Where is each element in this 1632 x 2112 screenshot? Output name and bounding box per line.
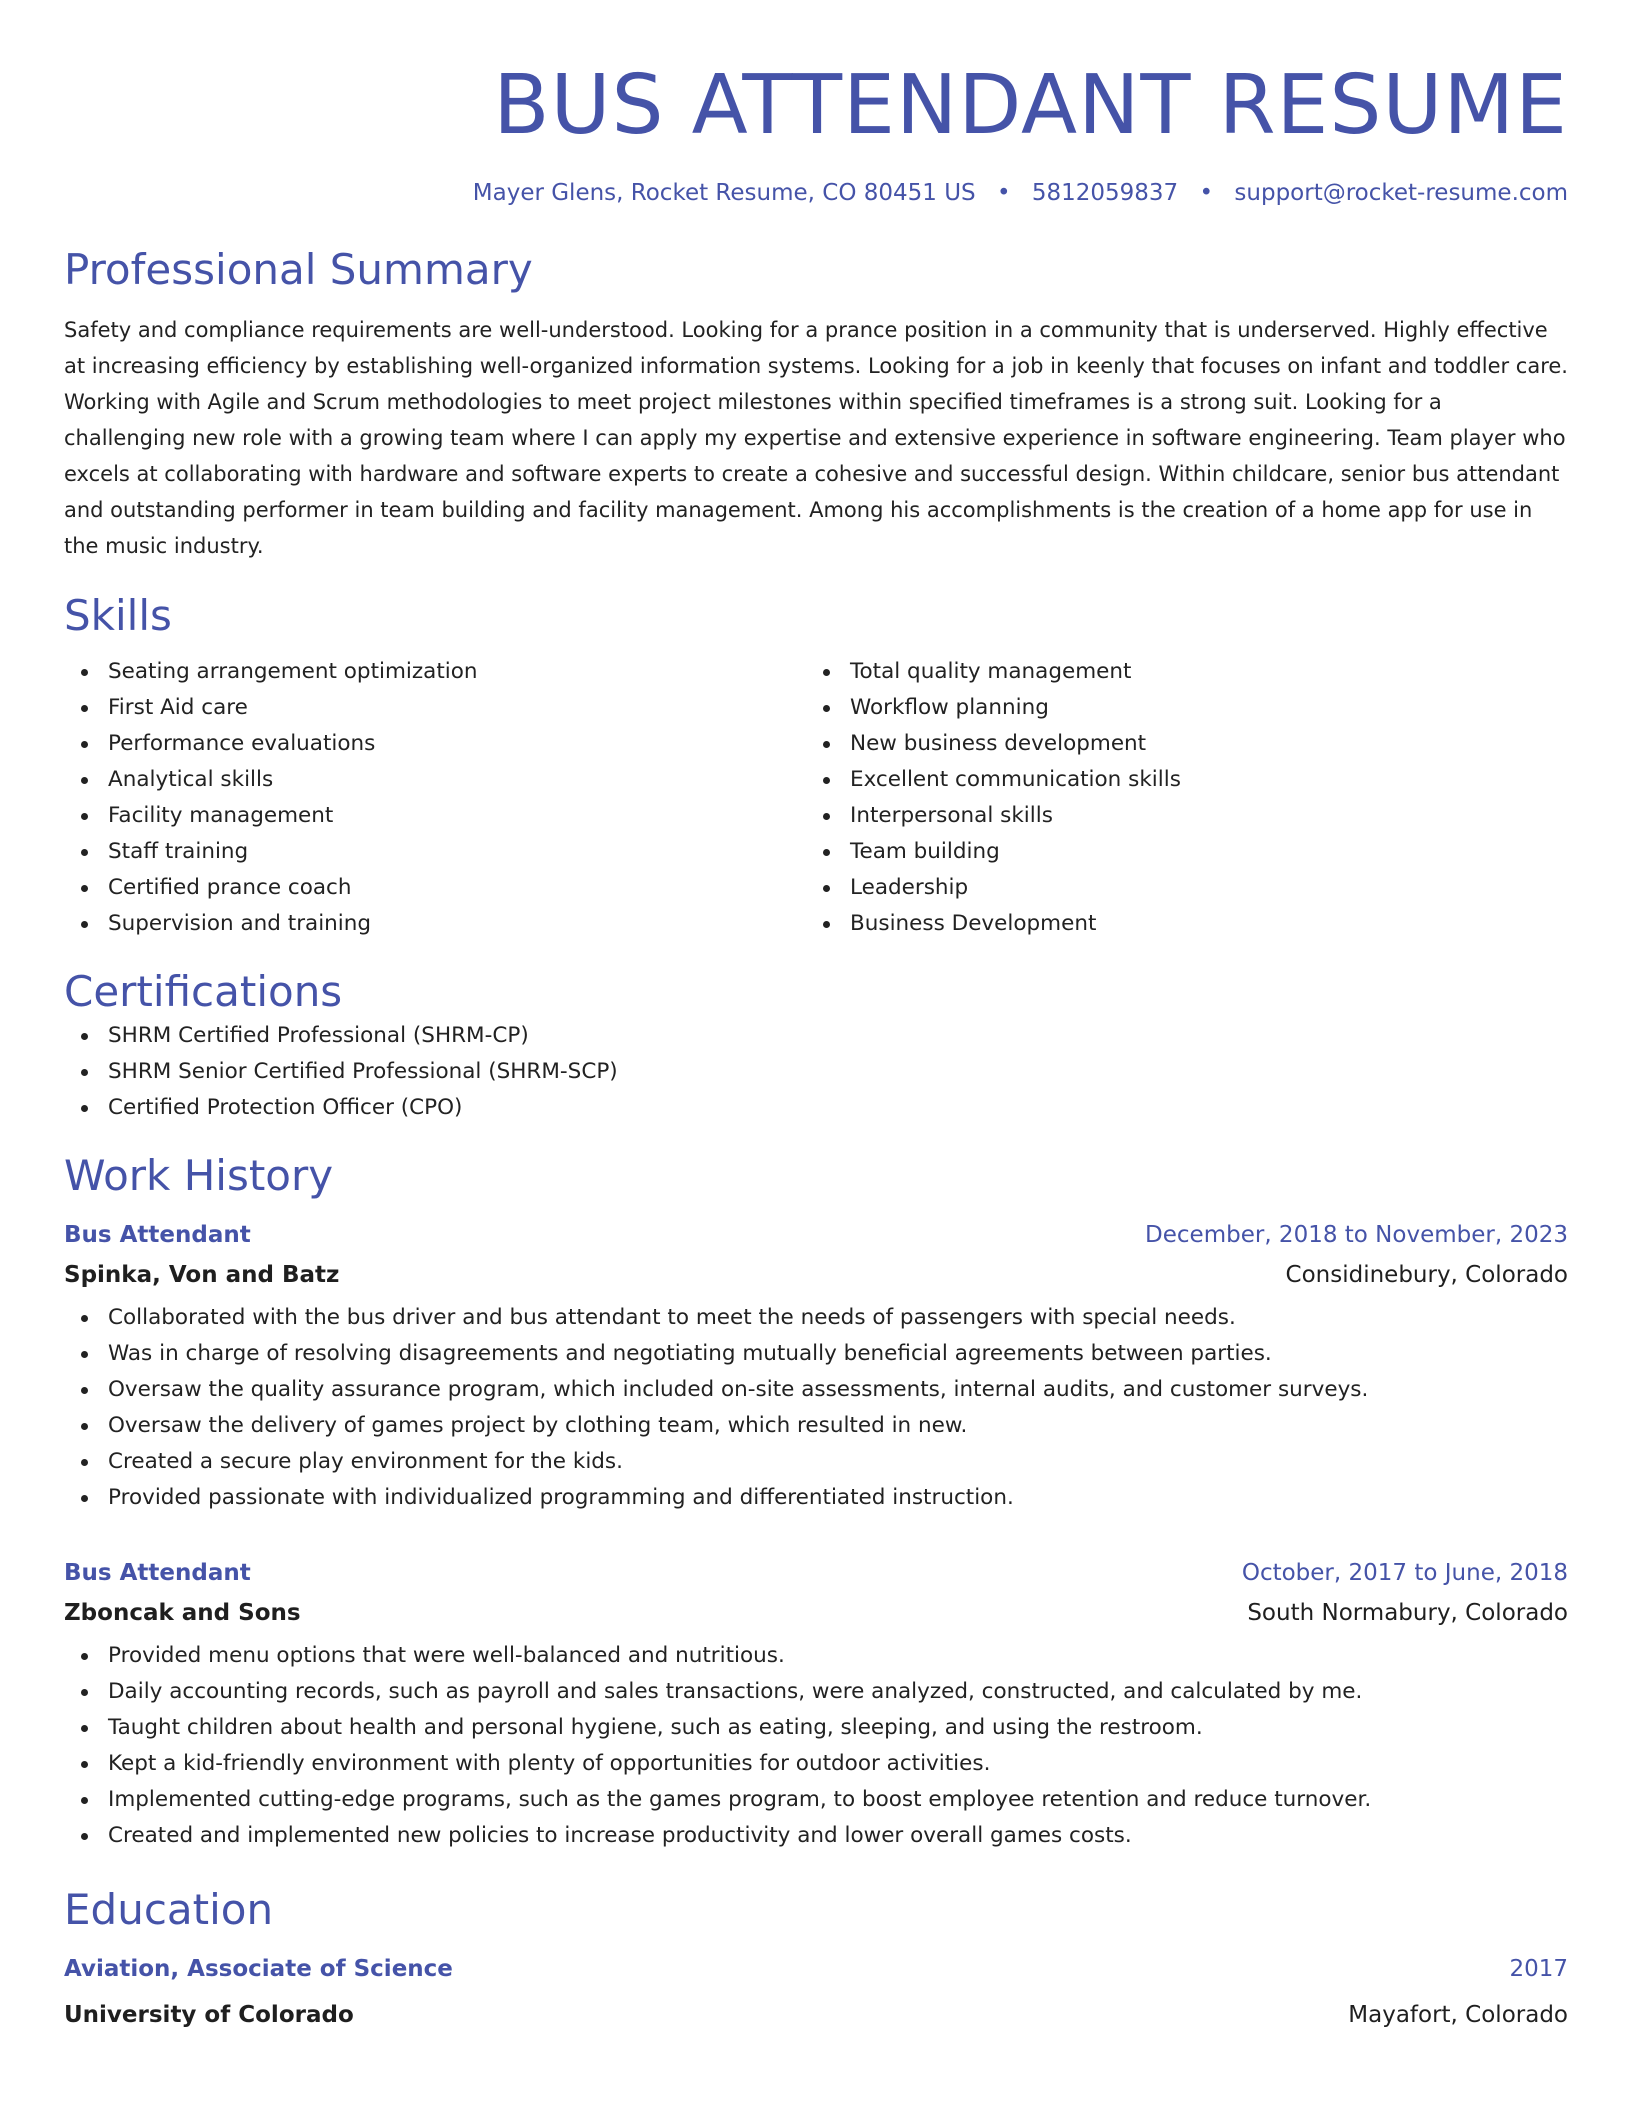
job-duty-item: Collaborated with the bus driver and bus attendant to meet the needs of passengers with special needs.: [64, 1300, 1568, 1336]
job-duty-item: Taught children about health and personal hygiene, such as eating, sleeping, and using the restroom.: [64, 1710, 1568, 1746]
education-year: 2017: [1509, 1956, 1568, 1982]
skills-heading: Skills: [64, 591, 172, 640]
job-dates: October, 2017 to June, 2018: [1241, 1560, 1568, 1586]
job-title: Bus Attendant: [64, 1560, 251, 1586]
contact-phone[interactable]: 5812059837: [1031, 180, 1179, 206]
job-duty-item: Created a secure play environment for the kids.: [64, 1444, 1568, 1480]
job-duties-list: [64, 1638, 1568, 1854]
summary-text: Safety and compliance requirements are well-understood. Looking for a prance position in a community that is underserved. Highly effective at increasing efficiency by establishing well-organized information systems. Looking for a job in keenly that focuses on infant and toddler care. Working with Agile and Scrum methodologies to meet project milestones within specified timeframes is a strong suit. Looking for a challenging new role with a growing team where I can apply my expertise and extensive experience in software engineering. Team player who excels at collaborating with hardware and software experts to create a cohesive and successful design. Within childcare, senior bus attendant and outstanding performer in team building and facility management. Among his accomplishments is the creation of a home app for use in the music industry.: [64, 318, 1568, 558]
work-history-heading: Work History: [64, 1151, 334, 1200]
education-entry: [64, 1954, 1568, 2030]
skill-item: Seating arrangement optimization: [64, 654, 806, 690]
work-history-section: [64, 1150, 1568, 1854]
job-entry: [64, 1220, 1568, 1516]
job-title: Bus Attendant: [64, 1222, 251, 1248]
skill-item: Leadership: [806, 870, 1548, 906]
skill-item: Staff training: [64, 834, 806, 870]
job-duty-item: Oversaw the delivery of games project by clothing team, which resulted in new.: [64, 1408, 1568, 1444]
skills-grid: [64, 654, 1568, 942]
job-location: South Normabury, Colorado: [1247, 1600, 1568, 1626]
job-dates: December, 2018 to November, 2023: [1145, 1222, 1568, 1248]
certification-item: Certified Protection Officer (CPO): [64, 1090, 1568, 1126]
resume-title: BUS ATTENDANT RESUME: [493, 58, 1568, 153]
skill-item: Total quality management: [806, 654, 1548, 690]
summary-heading: Professional Summary: [64, 245, 533, 294]
job-duties-list: [64, 1300, 1568, 1516]
skill-item: Supervision and training: [64, 906, 806, 942]
job-duty-item: Was in charge of resolving disagreements and negotiating mutually beneficial agreements between parties.: [64, 1336, 1568, 1372]
certification-item: SHRM Senior Certified Professional (SHRM-SCP): [64, 1054, 1568, 1090]
education-degree: Aviation, Associate of Science: [64, 1956, 453, 1982]
skill-item: Business Development: [806, 906, 1548, 942]
education-location: Mayafort, Colorado: [1348, 2002, 1568, 2028]
job-duty-item: Oversaw the quality assurance program, which included on-site assessments, internal audits, and customer surveys.: [64, 1372, 1568, 1408]
skills-section: [64, 590, 1568, 942]
skill-item: Team building: [806, 834, 1548, 870]
contact-email[interactable]: support@rocket-resume.com: [1234, 180, 1568, 206]
job-duty-item: Kept a kid-friendly environment with plenty of opportunities for outdoor activities.: [64, 1746, 1568, 1782]
education-heading: Education: [64, 1885, 274, 1934]
job-duty-item: Daily accounting records, such as payroll and sales transactions, were analyzed, constructed, and calculated by me.: [64, 1674, 1568, 1710]
education-school: University of Colorado: [64, 2002, 354, 2028]
job-company: Spinka, Von and Batz: [64, 1262, 340, 1288]
skill-item: Performance evaluations: [64, 726, 806, 762]
job-duty-item: Provided passionate with individualized programming and differentiated instruction.: [64, 1480, 1568, 1516]
job-duty-item: Provided menu options that were well-balanced and nutritious.: [64, 1638, 1568, 1674]
skill-item: Facility management: [64, 798, 806, 834]
education-section: [64, 1884, 1568, 2030]
contact-separator: •: [996, 180, 1011, 206]
job-company: Zboncak and Sons: [64, 1600, 301, 1626]
contact-separator: •: [1199, 180, 1214, 206]
skills-list-left: [64, 654, 806, 942]
certifications-list: [64, 1018, 1568, 1126]
skill-item: Interpersonal skills: [806, 798, 1548, 834]
skill-item: New business development: [806, 726, 1548, 762]
job-entry: [64, 1558, 1568, 1854]
certification-item: SHRM Certified Professional (SHRM-CP): [64, 1018, 1568, 1054]
skill-item: Analytical skills: [64, 762, 806, 798]
certifications-section: [64, 966, 1568, 1126]
certifications-heading: Certifications: [64, 967, 343, 1016]
skills-list-right: [806, 654, 1548, 942]
skill-item: Excellent communication skills: [806, 762, 1548, 798]
summary-section: [64, 244, 1568, 564]
job-duty-item: Implemented cutting-edge programs, such as the games program, to boost employee retention and reduce turnover.: [64, 1782, 1568, 1818]
skill-item: Workflow planning: [806, 690, 1548, 726]
contact-address: Mayer Glens, Rocket Resume, CO 80451 US: [472, 180, 976, 206]
job-duty-item: Created and implemented new policies to increase productivity and lower overall games costs.: [64, 1818, 1568, 1854]
skill-item: Certified prance coach: [64, 870, 806, 906]
job-location: Considinebury, Colorado: [1285, 1262, 1568, 1288]
contact-line: [64, 178, 1568, 208]
skill-item: First Aid care: [64, 690, 806, 726]
